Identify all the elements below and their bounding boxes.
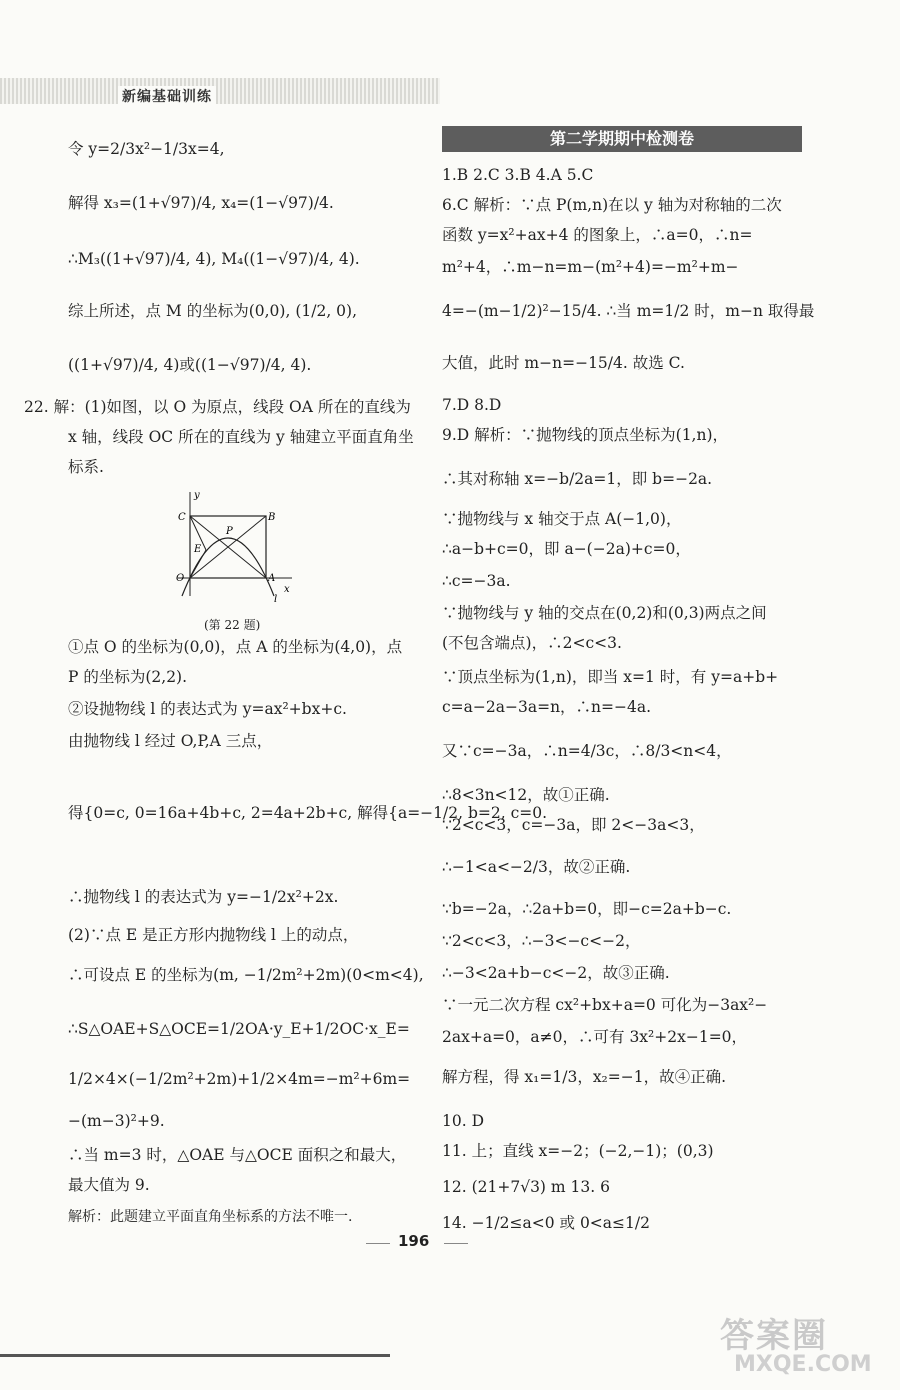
point-label-b: B [268,512,276,523]
text-line: ∴可设点 E 的坐标为(m, −1/2m²+2m)(0<m<4), [68,966,424,984]
watermark-url: MXQE.COM [734,1352,872,1377]
point-label-a: A [268,573,276,584]
answer-line: 大值，此时 m−n=−15/4. 故选 C. [442,354,685,372]
answer-line: 11. 上；直线 x=−2；(−2,−1)；(0,3) [442,1142,714,1160]
text-line: ((1+√97)/4, 4)或((1−√97)/4, 4). [68,356,312,374]
answer-line: ∴−1<a<−2/3，故②正确. [442,858,631,876]
answer-line: 14. −1/2≤a<0 或 0<a≤1/2 [442,1214,650,1232]
page-number-dash [444,1243,468,1244]
text-line: P 的坐标为(2,2). [68,668,188,686]
section-title: 第二学期期中检测卷 [442,126,802,152]
text-line: ∴当 m=3 时，△OAE 与△OCE 面积之和最大， [68,1146,407,1164]
answer-line: ∵顶点坐标为(1,n)，即当 x=1 时，有 y=a+b+ [442,668,779,686]
answer-line: ∴−3<2a+b−c<−2，故③正确. [442,964,670,982]
text-line: ∴S△OAE+S△OCE=1/2OA·y_E+1/2OC·x_E= [68,1020,410,1038]
answer-line: ∵2<c<3，∴−3<−c<−2， [442,932,641,950]
text-line: 由抛物线 l 经过 O,P,A 三点， [68,732,273,750]
figure-caption: (第 22 题) [204,618,261,632]
point-label-o: O [176,573,185,584]
answer-line: m²+4，∴m−n=m−(m²+4)=−m²+m− [442,258,739,276]
text-line: −(m−3)²+9. [68,1112,165,1130]
text-line: ①点 O 的坐标为(0,0)，点 A 的坐标为(4,0)，点 [68,638,403,656]
text-line: 最大值为 9. [68,1176,150,1194]
curve-label-l: l [274,594,278,605]
page-number: 196 [398,1232,430,1250]
answer-line: 1.B 2.C 3.B 4.A 5.C [442,166,594,184]
text-line: ∴M₃((1+√97)/4, 4), M₄((1−√97)/4, 4). [68,250,360,268]
answer-line: 4=−(m−1/2)²−15/4. ∴当 m=1/2 时，m−n 取得最 [442,302,815,320]
answer-line: ∴其对称轴 x=−b/2a=1，即 b=−2a. [442,470,713,488]
answer-line: ∵一元二次方程 cx²+bx+a=0 可化为−3ax²− [442,996,768,1014]
text-line: 解析：此题建立平面直角坐标系的方法不唯一. [68,1209,353,1225]
answer-line: ∴a−b+c=0，即 a−(−2a)+c=0， [442,540,691,558]
text-line: 1/2×4×(−1/2m²+2m)+1/2×4m=−m²+6m= [68,1070,411,1088]
text-line: 得{0=c, 0=16a+4b+c, 2=4a+2b+c, 解得{a=−1/2, b=2, c=0. [68,804,548,822]
answer-line: 7.D 8.D [442,396,502,414]
text-line: ②设抛物线 l 的表达式为 y=ax²+bx+c. [68,700,347,718]
answer-line: ∴c=−3a. [442,572,511,590]
answer-line: ∵b=−2a，∴2a+b=0，即−c=2a+b−c. [442,900,732,918]
header-band [0,78,440,104]
axis-label-x: x [284,584,290,595]
text-line: (2)∵点 E 是正方形内抛物线 l 上的动点， [68,926,359,944]
coordinate-figure [170,488,300,608]
point-label-p: P [226,526,233,537]
answer-line: 6.C 解析：∵点 P(m,n)在以 y 轴为对称轴的二次 [442,196,782,214]
answer-line: c=a−2a−3a=n，∴n=−4a. [442,698,652,716]
text-line: 令 y=2/3x²−1/3x=4, [68,140,225,158]
answer-line: 12. (21+7√3) m 13. 6 [442,1178,610,1196]
watermark-logo: 答案圈 [720,1316,828,1356]
footer-rule [0,1354,390,1357]
answer-line: 又∵c=−3a，∴n=4/3c，∴8/3<n<4， [442,742,732,760]
text-line: 综上所述，点 M 的坐标为(0,0), (1/2, 0), [68,302,358,320]
answer-line: ∵抛物线与 x 轴交于点 A(−1,0)， [442,510,682,528]
answer-line: ∴8<3n<12，故①正确. [442,786,610,804]
page-number-dash [366,1243,390,1244]
text-line: 解得 x₃=(1+√97)/4, x₄=(1−√97)/4. [68,194,334,212]
answer-line: ∵2<c<3，c=−3a，即 2<−3a<3， [442,816,705,834]
point-label-c: C [178,512,186,523]
book-title: 新编基础训练 [118,86,216,106]
answer-line: 2ax+a=0，a≠0，∴可有 3x²+2x−1=0， [442,1028,748,1046]
answer-line: (不包含端点)，∴2<c<3. [442,634,622,652]
text-line: 标系. [68,458,104,476]
answer-line: 9.D 解析：∵抛物线的顶点坐标为(1,n)， [442,426,729,444]
text-line: x 轴，线段 OC 所在的直线为 y 轴建立平面直角坐 [68,428,414,446]
answer-line: ∵抛物线与 y 轴的交点在(0,2)和(0,3)两点之间 [442,604,767,622]
answer-line: 函数 y=x²+ax+4 的图象上，∴a=0，∴n= [442,226,753,244]
text-line: 22. 解：(1)如图，以 O 为原点，线段 OA 所在的直线为 [24,398,411,416]
answer-line: 解方程，得 x₁=1/3，x₂=−1，故④正确. [442,1068,727,1086]
text-line: ∴抛物线 l 的表达式为 y=−1/2x²+2x. [68,888,339,906]
axis-label-y: y [194,490,200,501]
point-label-e: E [194,544,202,555]
answer-line: 10. D [442,1112,485,1130]
